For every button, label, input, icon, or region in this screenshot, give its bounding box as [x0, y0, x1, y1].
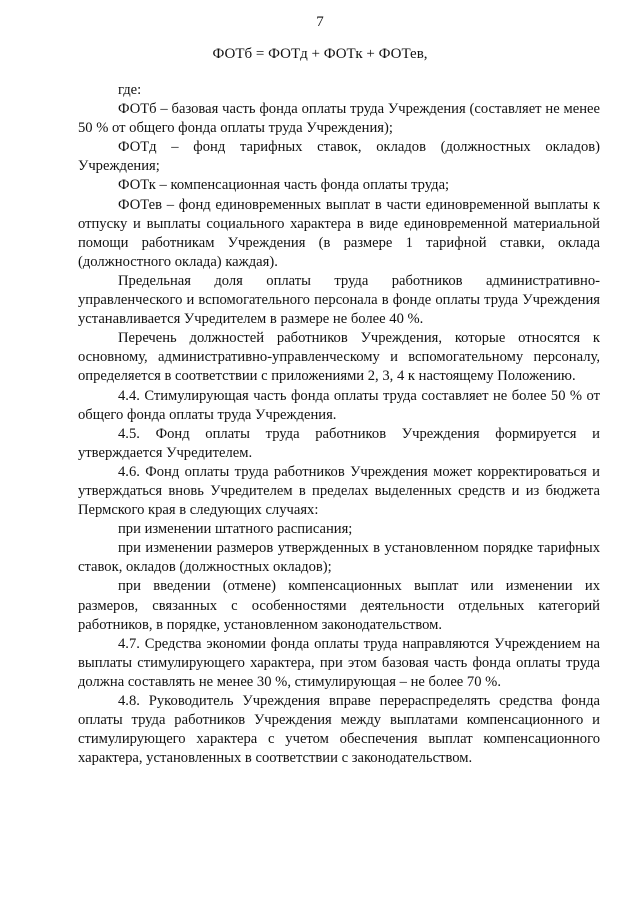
- paragraph-fotb: ФОТб – базовая часть фонда оплаты труда Учреждения (составляет не менее 50 % от общего фонда оплаты труда Учреждения);: [78, 101, 600, 137]
- paragraph-fotd: ФОТд – фонд тарифных ставок, окладов (должностных окладов) Учреждения;: [78, 139, 600, 175]
- paragraph-case-compensation: при введении (отмене) компенсационных выплат или изменении их размеров, связанных с особенностями деятельности отдельных категорий работников, в порядке, установленном законодательством.: [78, 578, 600, 633]
- paragraph-case-rates: при изменении размеров утвержденных в установленном порядке тарифных ставок, окладов (должностных окладов);: [78, 540, 600, 576]
- paragraph-fotk: ФОТк – компенсационная часть фонда оплаты труда;: [118, 177, 450, 194]
- page-number: 7: [316, 14, 324, 30]
- paragraph-4-7: 4.7. Средства экономии фонда оплаты труда направляются Учреждением на выплаты стимулирующего характера, при этом базовая часть фонда оплаты труда должна составлять не менее 30 %, стимулирующая – не более 70 %.: [78, 635, 600, 690]
- paragraph-positions-list: Перечень должностей работников Учреждения, которые относятся к основному, административно-управленческому и вспомогательному персоналу, определяется в соответствии с приложениями 2, 3, 4 к настоящему Положению.: [78, 330, 600, 385]
- document-body: [78, 81, 600, 768]
- paragraph-4-8: 4.8. Руководитель Учреждения вправе перераспределять средства фонда оплаты труда работников Учреждения между выплатами компенсационного и стимулирующего характера с учетом обеспечения выплат компенсационного характера, установленных в соответствии с законодательством.: [78, 693, 600, 767]
- paragraph-where: где:: [118, 82, 142, 98]
- paragraph-4-4: 4.4. Стимулирующая часть фонда оплаты труда составляет не более 50 % от общего фонда оплаты труда Учреждения.: [78, 387, 600, 423]
- paragraph-4-5: 4.5. Фонд оплаты труда работников Учреждения формируется и утверждается Учредителем.: [78, 425, 600, 461]
- paragraph-admin-share: Предельная доля оплаты труда работников административно-управленческого и вспомогательного персонала в фонде оплаты труда Учреждения устанавливается Учредителем в размере не более 40 %.: [78, 272, 600, 328]
- paragraph-case-staffing: при изменении штатного расписания;: [118, 521, 353, 538]
- paragraph-4-6: 4.6. Фонд оплаты труда работников Учреждения может корректироваться и утверждаться вновь Учредителем в пределах выделенных средств и из бюджета Пермского края в следующих случаях:: [78, 463, 600, 519]
- formula: ФОТб = ФОТд + ФОТк + ФОТев,: [212, 46, 428, 62]
- paragraph-fotev: ФОТев – фонд единовременных выплат в части единовременной выплаты к отпуску и выплаты социального характера в виде единовременной материальной помощи работникам Учреждения (в размере 1 тарифной ставки, оклада (должностного оклада) каждая).: [78, 196, 600, 270]
